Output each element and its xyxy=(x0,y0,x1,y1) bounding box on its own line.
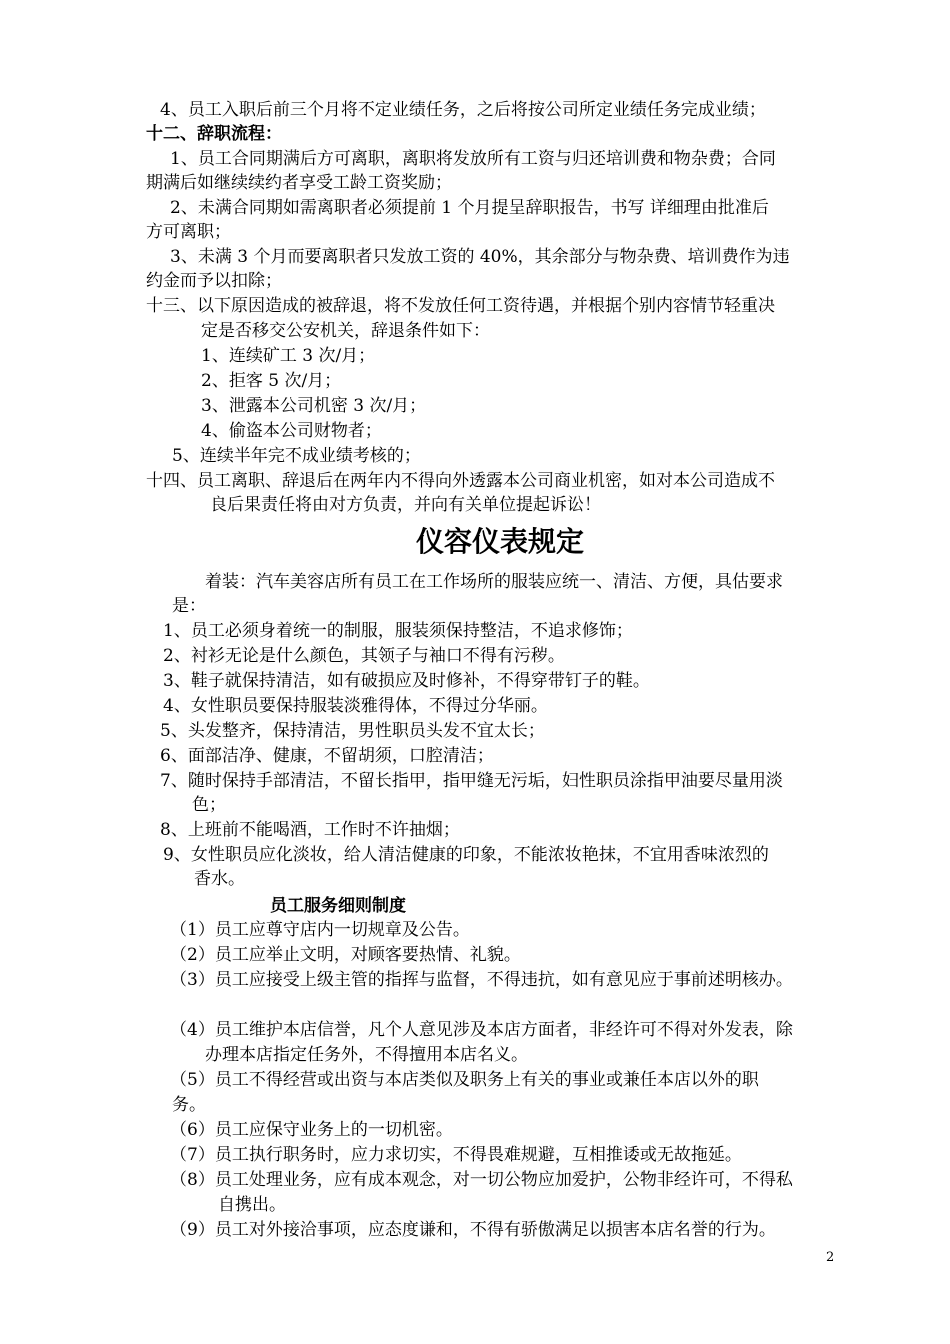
text-line: 务。 xyxy=(172,1095,206,1115)
list-item: 5、头发整齐，保持清洁，男性职员头发不宜太长； xyxy=(160,721,545,741)
text-line: 十三、以下原因造成的被辞退，将不发放任何工资待遇，并根据个别内容情节轻重决 xyxy=(146,296,775,316)
text-line: 2、未满合同期如需离职者必须提前 1 个月提呈辞职报告，书写 详细理由批准后 xyxy=(170,198,769,218)
list-item: 7、随时保持手部清洁，不留长指甲，指甲缝无污垢，妇性职员涂指甲油要尽量用淡 xyxy=(160,771,783,791)
text-line: 香水。 xyxy=(194,869,245,889)
list-item: （1）员工应尊守店内一切规章及公告。 xyxy=(170,920,470,940)
list-item: （5）员工不得经营或出资与本店类似及职务上有关的事业或兼任本店以外的职 xyxy=(170,1070,759,1090)
list-item: 3、鞋子就保持清洁，如有破损应及时修补，不得穿带钉子的鞋。 xyxy=(163,671,650,691)
text-line: 着装：汽车美容店所有员工在工作场所的服装应统一、清洁、方便，具估要求 xyxy=(205,572,783,592)
text-line: 定是否移交公安机关，辞退条件如下： xyxy=(201,321,490,341)
list-item: （8）员工处理业务，应有成本观念，对一切公物应加爱护，公物非经许可，不得私 xyxy=(170,1170,793,1190)
text-line: 4、员工入职后前三个月将不定业绩任务，之后将按公司所定业绩任务完成业绩； xyxy=(160,100,766,120)
list-item: （9）员工对外接洽事项，应态度谦和，不得有骄傲满足以损害本店名誉的行为。 xyxy=(170,1220,776,1240)
list-item: （4）员工维护本店信誉，凡个人意见涉及本店方面者，非经许可不得对外发表，除 xyxy=(170,1020,793,1040)
page-title: 仪容仪表规定 xyxy=(416,525,585,558)
list-item: 1、连续矿工 3 次/月； xyxy=(201,346,376,366)
text-line: 色； xyxy=(192,795,226,815)
text-line: 约金而予以扣除； xyxy=(146,271,282,291)
list-item: 4、女性职员要保持服装淡雅得体，不得过分华丽。 xyxy=(163,696,548,716)
text-line: 办理本店指定任务外，不得擅用本店名义。 xyxy=(205,1045,528,1065)
section-heading: 十二、辞职流程： xyxy=(146,124,282,144)
list-item: 9、女性职员应化淡妆，给人清洁健康的印象，不能浓妆艳抹，不宜用香味浓烈的 xyxy=(163,845,769,865)
text-line: 自携出。 xyxy=(218,1195,286,1215)
list-item: （2）员工应举止文明，对顾客要热情、礼貌。 xyxy=(170,945,521,965)
list-item: 3、泄露本公司机密 3 次/月； xyxy=(201,396,427,416)
list-item: （3）员工应接受上级主管的指挥与监督，不得违抗，如有意见应于事前述明核办。 xyxy=(170,970,793,990)
text-line: 方可离职； xyxy=(146,222,231,242)
list-item: 5、连续半年完不成业绩考核的； xyxy=(172,446,421,466)
list-item: 6、面部洁净、健康，不留胡须，口腔清洁； xyxy=(160,746,494,766)
section-heading: 员工服务细则制度 xyxy=(270,896,406,916)
text-line: 期满后如继续续约者享受工龄工资奖励； xyxy=(146,173,452,193)
list-item: （6）员工应保守业务上的一切机密。 xyxy=(170,1120,453,1140)
page-number: 2 xyxy=(826,1250,835,1265)
list-item: 1、员工必须身着统一的制服，服装须保持整洁，不追求修饰； xyxy=(163,621,633,641)
text-line: 3、未满 3 个月而要离职者只发放工资的 40%，其余部分与物杂费、培训费作为违 xyxy=(170,247,790,267)
text-line: 是： xyxy=(172,596,206,616)
list-item: （7）员工执行职务时，应力求切实，不得畏难规避，互相推诿或无故拖延。 xyxy=(170,1145,742,1165)
list-item: 8、上班前不能喝酒，工作时不许抽烟； xyxy=(160,820,460,840)
text-line: 1、员工合同期满后方可离职，离职将发放所有工资与归还培训费和物杂费；合同 xyxy=(170,149,776,169)
text-line: 良后果责任将由对方负责，并向有关单位提起诉讼！ xyxy=(210,495,601,515)
list-item: 2、拒客 5 次/月； xyxy=(201,371,342,391)
list-item: 4、偷盗本公司财物者； xyxy=(201,421,382,441)
list-item: 2、衬衫无论是什么颜色，其领子与袖口不得有污秽。 xyxy=(163,646,565,666)
text-line: 十四、员工离职、辞退后在两年内不得向外透露本公司商业机密，如对本公司造成不 xyxy=(146,471,775,491)
